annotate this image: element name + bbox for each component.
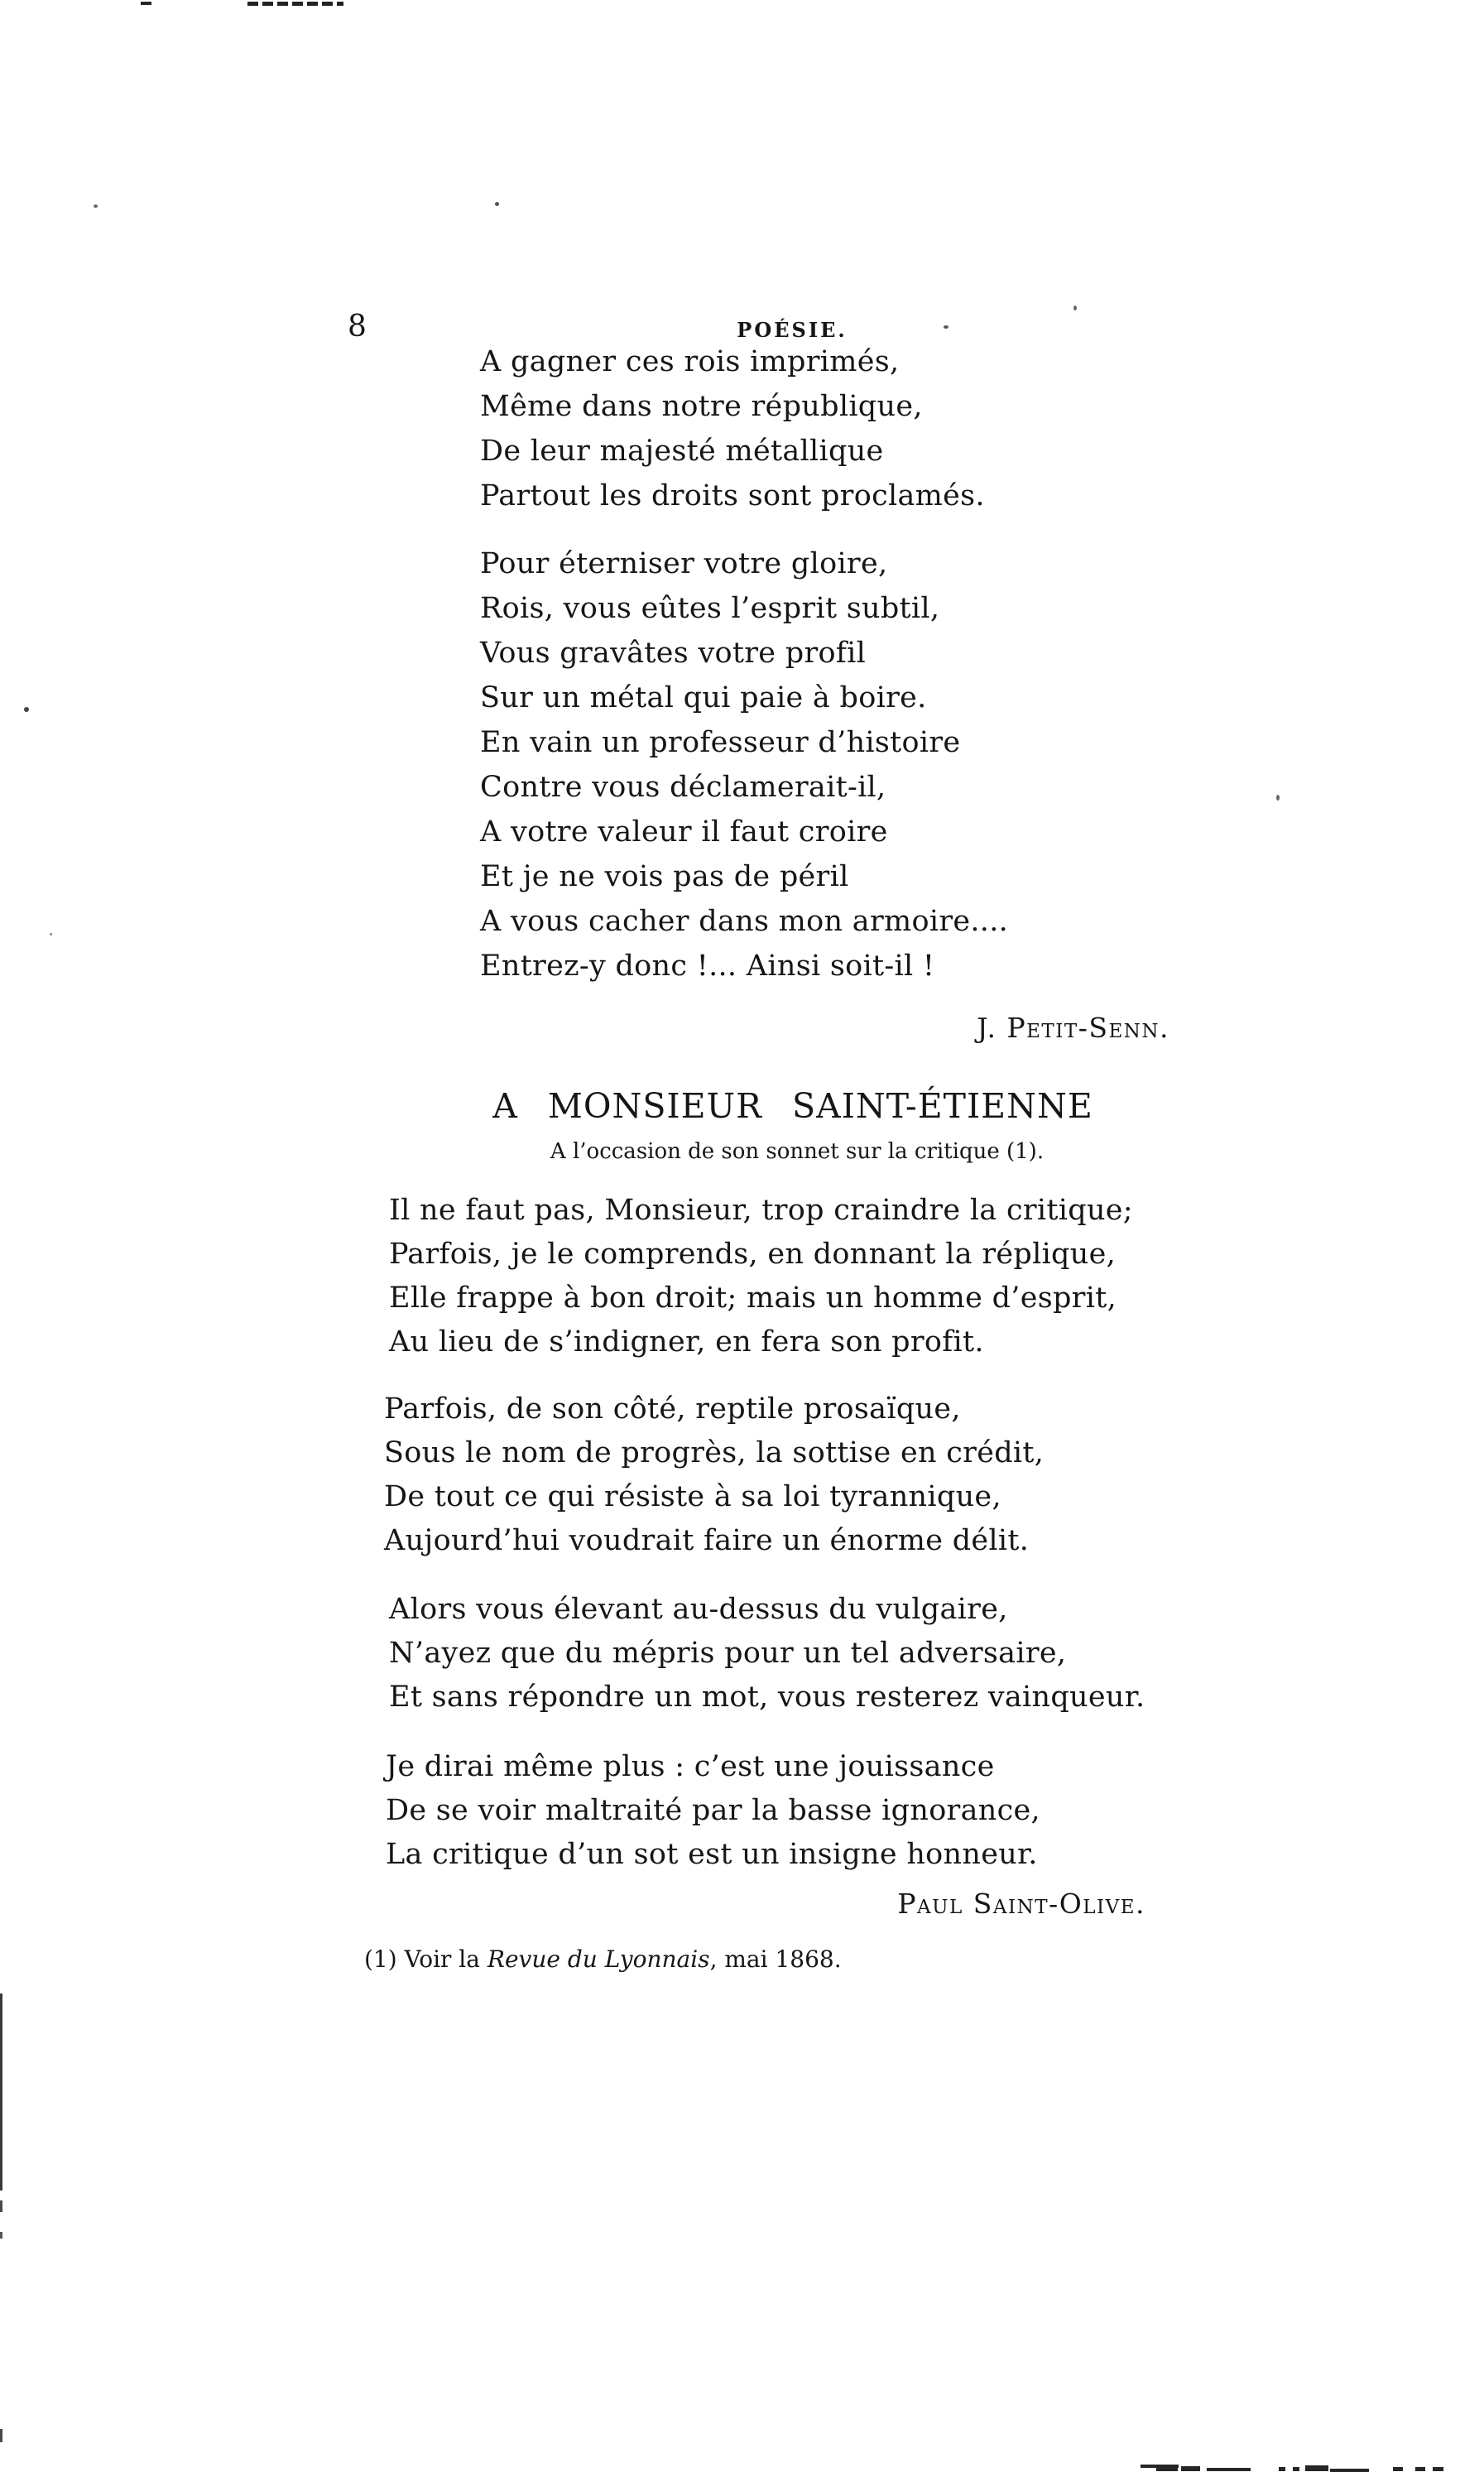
scan-artifact-top-dashed-line: [247, 2, 343, 6]
poem-line: A votre valeur il faut croire: [480, 815, 888, 849]
poem-line: Sous le nom de progrès, la sottise en crédit,: [384, 1436, 1045, 1469]
poem2-subtitle: A l’occasion de son sonnet sur la critique (1).: [550, 1139, 1045, 1164]
poem-line: Vous gravâtes votre profil: [480, 637, 867, 670]
footnote-prefix: (1) Voir la: [364, 1945, 487, 1973]
scan-speck: [24, 707, 29, 712]
scan-artifact-bottom-line: [1330, 2469, 1369, 2472]
scan-speck: [1073, 305, 1077, 310]
poem-line: Pour éterniser votre gloire,: [480, 547, 888, 580]
poem-line: Au lieu de s’indigner, en fera son profit.: [389, 1325, 984, 1359]
scan-speck: [94, 204, 98, 208]
poem-line: Sur un métal qui paie à boire.: [480, 681, 927, 714]
poem-line: A gagner ces rois imprimés,: [480, 345, 900, 378]
poem-line: En vain un professeur d’histoire: [480, 726, 961, 759]
footnote-suffix: , mai 1868.: [709, 1945, 842, 1973]
poem-line: Partout les droits sont proclamés.: [480, 479, 985, 512]
poem-line: Rois, vous eûtes l’esprit subtil,: [480, 592, 940, 625]
poem-line: De se voir maltraité par la basse ignorance,: [386, 1794, 1040, 1827]
poem-line: Et sans répondre un mot, vous resterez vainqueur.: [389, 1681, 1145, 1714]
scan-artifact-bottom-line: [1181, 2466, 1200, 2471]
poem2-author-signature: Paul Saint-Olive.: [897, 1888, 1145, 1920]
poem-line: Je dirai même plus : c’est une jouissance: [386, 1750, 995, 1783]
scan-artifact-bottom-line: [1305, 2465, 1328, 2471]
poem1-author-signature: J. Petit-Senn.: [977, 1012, 1169, 1044]
scan-artifact-bottom-line: [1293, 2467, 1299, 2471]
poem1-stanza2: [480, 541, 1008, 988]
poem2-stanza2: [384, 1387, 1044, 1563]
poem-line: Parfois, de son côté, reptile prosaïque,: [384, 1392, 961, 1426]
poem-line: Parfois, je le comprends, en donnant la réplique,: [389, 1238, 1117, 1271]
scan-speck: [50, 933, 52, 935]
poem-line: Elle frappe à bon droit; mais un homme d’esprit,: [389, 1282, 1117, 1315]
scan-artifact-left-edge-dash: [0, 2200, 2, 2212]
poem-line: A vous cacher dans mon armoire....: [480, 905, 1009, 938]
poem-line: Entrez-y donc !... Ainsi soit-il !: [480, 950, 935, 983]
poem-line: De leur majesté métallique: [480, 435, 884, 468]
scan-speck: [944, 325, 949, 329]
poem-line: La critique d’un sot est un insigne honneur.: [386, 1838, 1038, 1871]
poem2-stanza4: [386, 1745, 1040, 1877]
scan-speck: [1276, 795, 1280, 801]
scan-artifact-bottom-line: [1156, 2466, 1178, 2471]
scan-speck: [495, 202, 499, 206]
poem-line: Et je ne vois pas de péril: [480, 860, 849, 893]
poem-line: Aujourd’hui voudrait faire un énorme délit.: [384, 1524, 1030, 1557]
scan-artifact-bottom-line: [1433, 2467, 1443, 2471]
scan-artifact-left-edge-dash: [0, 2232, 2, 2239]
poem2-title: A MONSIEUR SAINT-ÉTIENNE: [492, 1086, 1093, 1126]
scan-artifact-bottom-line: [1207, 2468, 1251, 2471]
scan-artifact-bottom-line: [1415, 2467, 1425, 2471]
poem-line: Il ne faut pas, Monsieur, trop craindre la critique;: [389, 1194, 1133, 1227]
poem2-stanza3: [389, 1588, 1145, 1719]
poem1-stanza1: [480, 339, 985, 518]
footnote: [364, 1945, 842, 1973]
poem-line: N’ayez que du mépris pour un tel adversaire,: [389, 1637, 1067, 1670]
scan-artifact-left-edge-line: [0, 1993, 2, 2191]
scan-artifact-bottom-line: [1393, 2467, 1403, 2471]
running-header: POÉSIE.: [737, 318, 848, 342]
poem-line: De tout ce qui résiste à sa loi tyrannique,: [384, 1480, 1001, 1513]
poem-line: Alors vous élevant au-dessus du vulgaire,: [389, 1593, 1008, 1626]
scan-artifact-top-dash: [141, 2, 151, 5]
poem-line: Contre vous déclamerait-il,: [480, 771, 886, 804]
poem-line: Même dans notre république,: [480, 390, 923, 423]
footnote-journal-title: Revue du Lyonnais: [487, 1945, 710, 1973]
page-number: 8: [348, 310, 367, 344]
scan-artifact-bottom-line: [1279, 2467, 1285, 2471]
scan-artifact-left-edge-dash: [0, 2429, 2, 2442]
poem2-stanza1: [389, 1189, 1133, 1364]
